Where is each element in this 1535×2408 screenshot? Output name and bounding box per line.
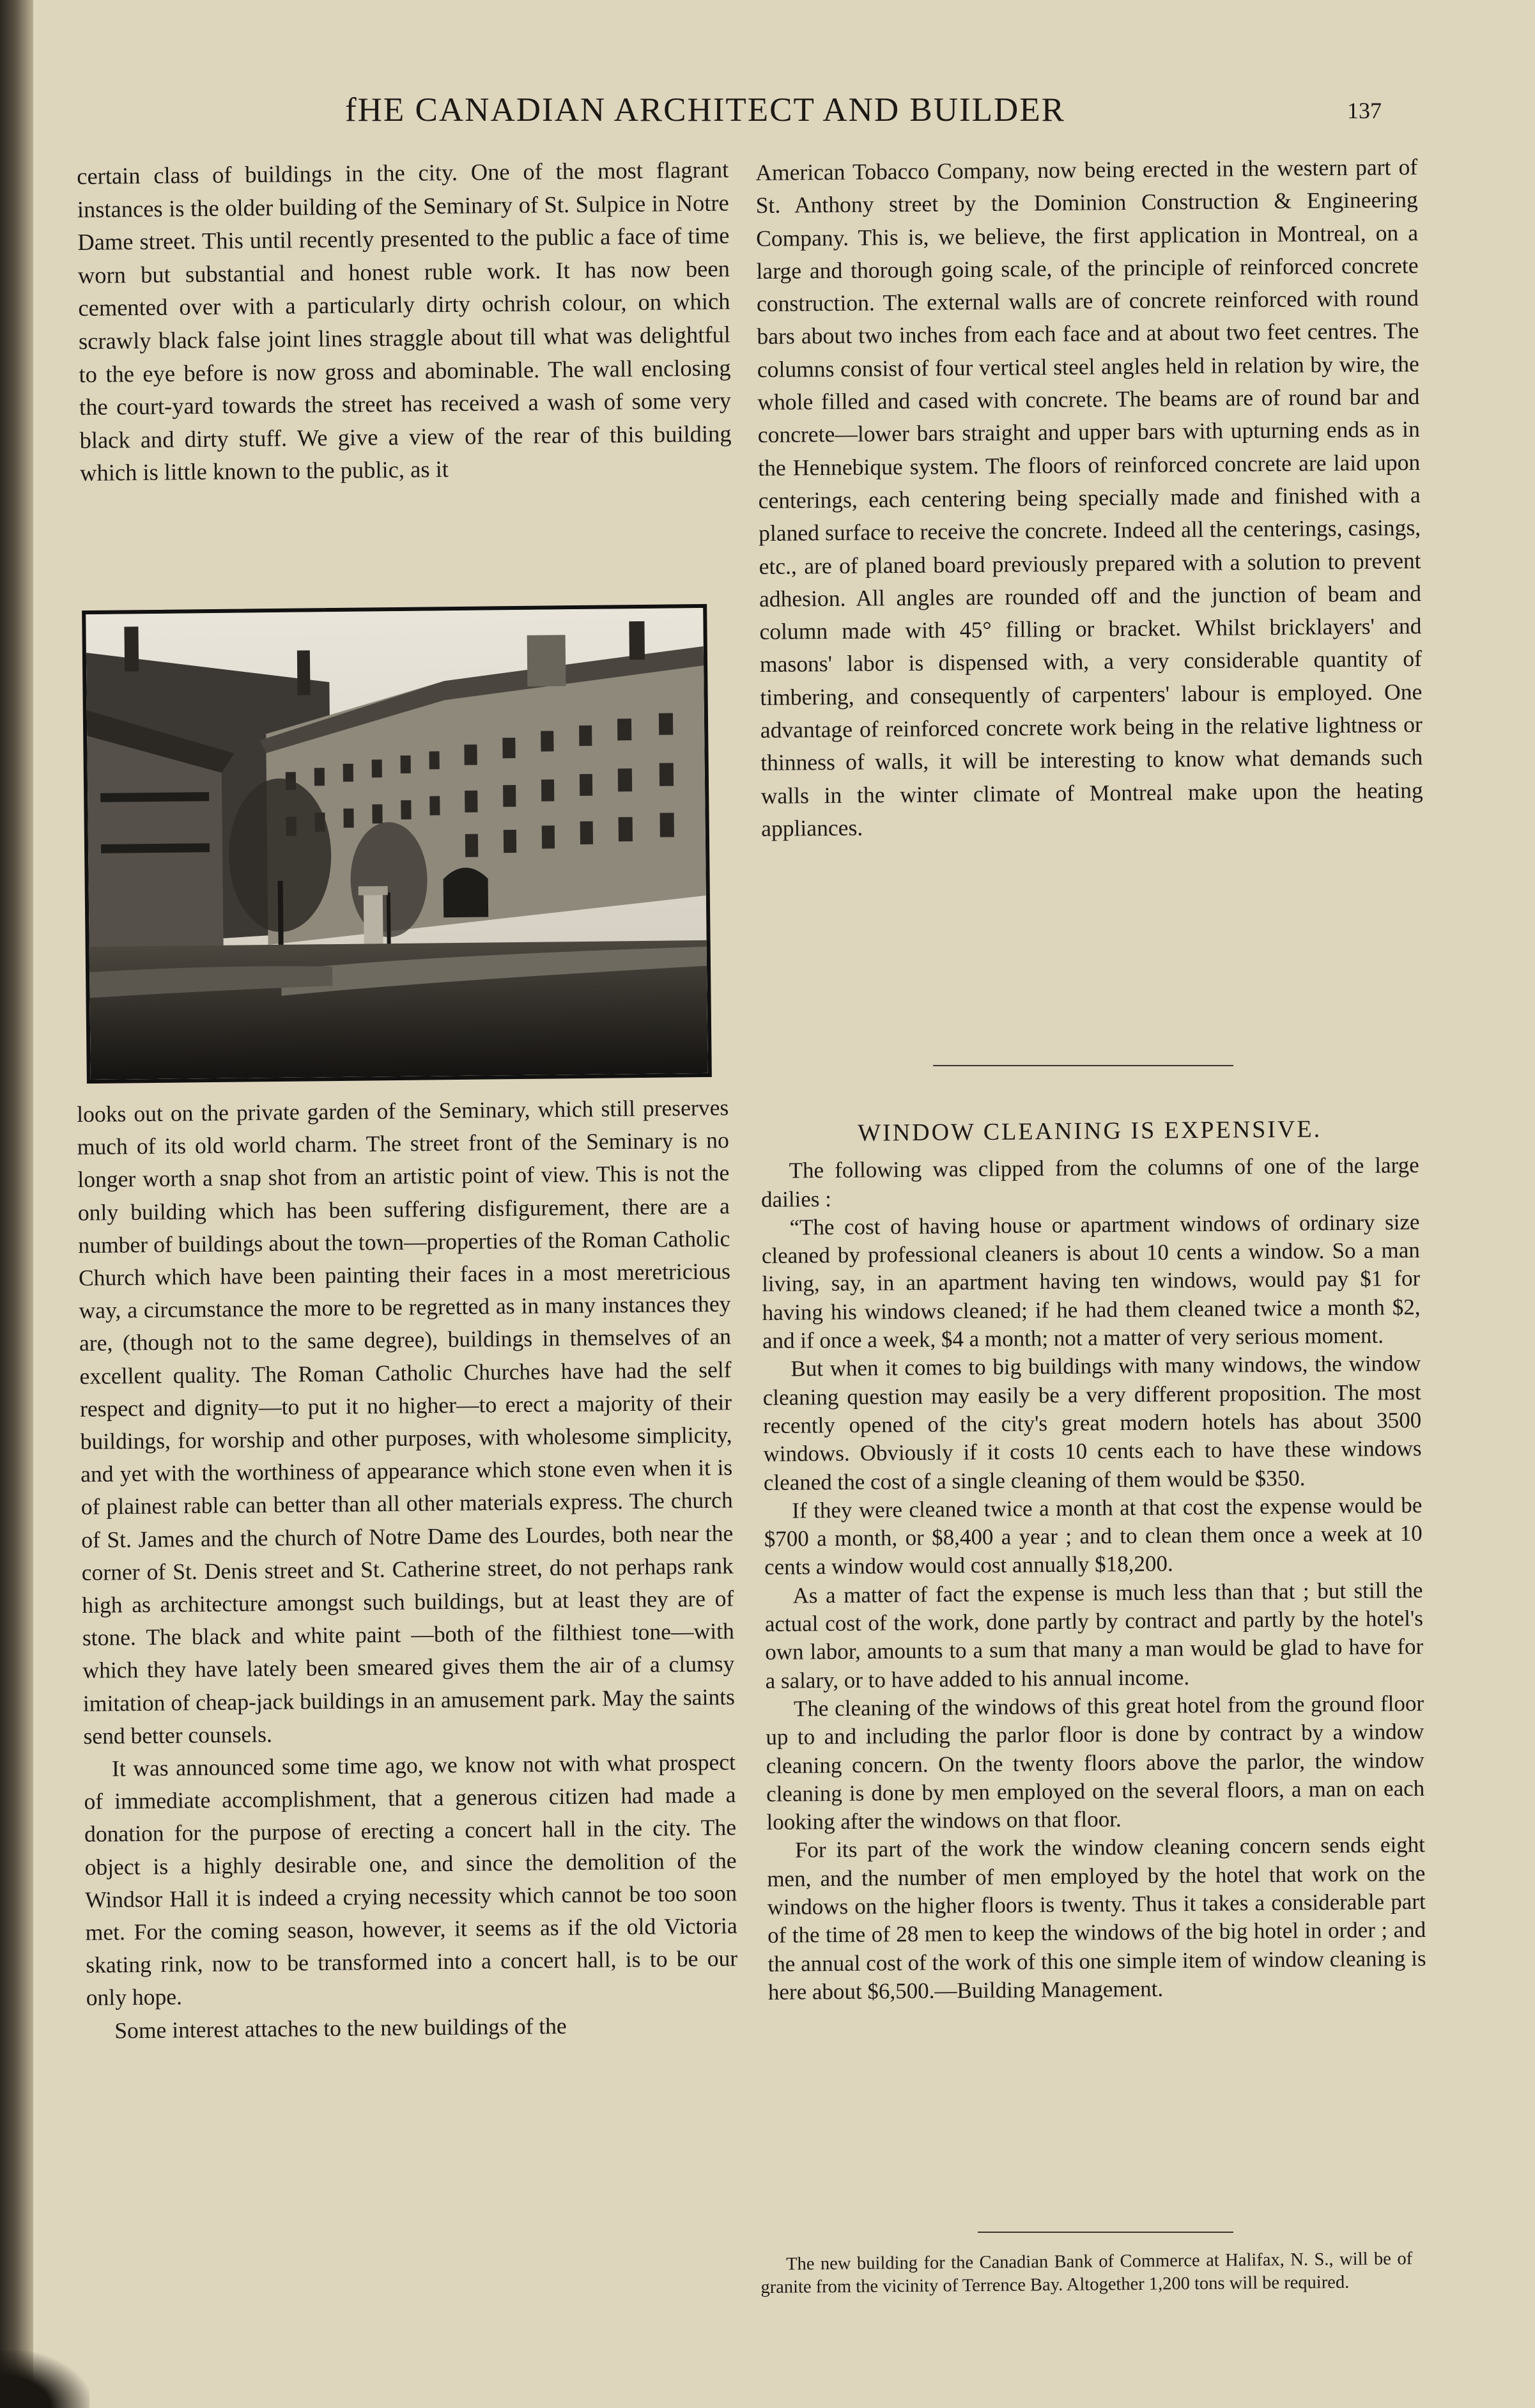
article-heading: WINDOW CLEANING IS EXPENSIVE. [858,1115,1322,1147]
article-paragraph: “The cost of having house or apartment windows of ordinary size cleaned by professional cleaners is about 10 cents a window. So a man living, say, in an apartment having ten windows, would pay $1 for having his windows cleaned; if he had them cleaned twice a month $2, and if once a week, $4 a month; not a matter of very serious moment. [761,1209,1421,1354]
seminary-paragraph: certain class of buildings in the city. One of the most flagrant instances is the older building of the Seminary of St. Sulpice in Notre Dame street. This until recently presented to the public a face of time worn but substantial and honest ruble work. It has now been cemented over with a particularly dirty ochrish colour, on which scrawly black false joint lines straggle about till what was delightful to the eye before is now gross and abominable. The wall enclosing the court-yard towards the street has received a wash of some very black and dirty stuff. We give a view of the rear of this building which is little known to the public, as it [77,156,732,486]
page-number: 137 [1347,98,1382,123]
tobacco-company-lead-in: Some interest attaches to the new buildings of the [114,2012,567,2044]
article-paragraph: For its part of the work the window cleaning concern sends eight men, and the number of men employed by the hotel that work on the windows on the higher floors is twenty. Thus it takes a considerable part of the time of 28 men to keep the windows of the big hotel in order ; and the annual cost of the work of this one simple item of window cleaning is here about $6,500.—Building Management. [767,1832,1426,2005]
article-paragraph: But when it comes to big buildings with many windows, the window cleaning question may easily be a very different proposition. The most recently opened of the city's great modern hotels has about 3500 windows. Obviously if it costs 10 cents each to have these windows cleaned the cost of a single cleaning of them would be $350. [762,1351,1422,1495]
article-paragraph: If they were cleaned twice a month at that cost the expense would be $700 a month, or $8,400 a year ; and to clean them once a week at 10 cents a window would cost annually $18,200. [764,1492,1423,1580]
right-column-top [755,151,1423,845]
page-corner-shadow [0,2350,89,2408]
concert-hall-paragraph: It was announced some time ago, we know not with what prospect of immediate accomplishment, that a generous citizen had made a donation for the purpose of erecting a concert hall in the city. The object is a highly desirable one, and since the demolition of the Windsor Hall it is indeed a crying necessity which cannot be too soon met. For the coming season, however, it seems as if the old Victoria skating rink, now to be transformed into a concert hall, is to be our only hope. [84,1749,738,2011]
bank-of-commerce-note [760,2248,1413,2299]
left-column-top [77,153,732,490]
seminary-building-image [86,608,708,1080]
seminary-paragraph-continued: looks out on the private garden of the Seminary, which still preserves much of its old world charm. The street front of the Seminary is no longer worth a snap shot from an artistic point of view. This is not the only building which has been suffering disfigurement, there are a number of buildings about the town—properties of the Roman Catholic Church which have been painting their faces in a most meretricious way, a circumstance the more to be regretted as in many instances they are, (though not to the same degree), buildings in themselves of an excellent quality. The Roman Catholic Churches have had the self respect and dignity—to put it no higher—to erect a majority of their buildings, for worship and other purposes, with wholesome simplicity, and yet with the worthiness of appearance which stone even when it is of plainest rable can better than all other materials express. The church of St. James and the church of Notre Dame des Lourdes, both near the corner of St. Denis street and St. Catherine street, do not perhaps rank high as architecture amongst such buildings, but at least they are of stone. The black and white paint —both of the filthiest tone—with which they have lately been smeared gives them the air of a clumsy imitation of cheap-jack buildings in an amusement park. May the saints send better counsels. [77,1094,736,1749]
article-paragraph: As a matter of fact the expense is much less than that ; but still the actual cost of the work, done partly by contract and partly by the hotel's own labor, amounts to a sum that many a man would be glad to have for a salary, or to have added to his annual income. [764,1577,1424,1693]
section-divider [933,1065,1233,1066]
reinforced-concrete-paragraph: American Tobacco Company, now being erected in the western part of St. Anthony street by the Dominion Construction & Engineering Company. This is, we believe, the first application in Montreal, on a large and thorough going scale, of the principle of reinforced concrete construction. The external walls are of concrete reinforced with round bars about two inches from each face and at about two feet centres. The columns consist of four vertical steel angles held in relation by wire, the whole filled and cased with concrete. The beams are of round bar and concrete—lower bars straight and upper bars with upturning ends as in the Hennebique system. The floors of reinforced concrete are laid upon centerings, each centering being specially made and finished with a planed surface to receive the concrete. Indeed all the centerings, casings, etc., are of planed board previously prepared with a solution to prevent adhesion. All angles are rounded off and the junction of beam and column made with 45° filling or bracket. Whilst bricklayers' and masons' labor is dispensed with, a very considerable quantity of timbering, and consequently of carpenters' labour is employed. One advantage of reinforced concrete work being in the relative lightness or thinness of walls, it will be interesting to know what demands such walls in the winter climate of Montreal make upon the heating appliances. [755,153,1423,841]
left-column-bottom [77,1091,738,2047]
window-cleaning-article [760,1114,1426,2007]
article-paragraph: The following was clipped from the columns of one of the large dailies : [760,1153,1419,1212]
section-divider [978,2232,1233,2233]
page-binding-shadow [0,0,33,2408]
footnote-text: The new building for the Canadian Bank of Commerce at Halifax, N. S., will be of granite from the vicinity of Terrence Bay. Altogether 1,200 tons will be required. [760,2249,1413,2297]
seminary-photograph [82,604,712,1084]
article-paragraph: The cleaning of the windows of this great hotel from the ground floor up to and including the parlor floor is done by contract by a window cleaning concern. On the twenty floors above the parlor, the window cleaning is done by men employed on the several floors, a man on each looking after the windows on that floor. [766,1690,1425,1835]
page-header-title: fHE CANADIAN ARCHITECT AND BUILDER [345,91,1065,128]
